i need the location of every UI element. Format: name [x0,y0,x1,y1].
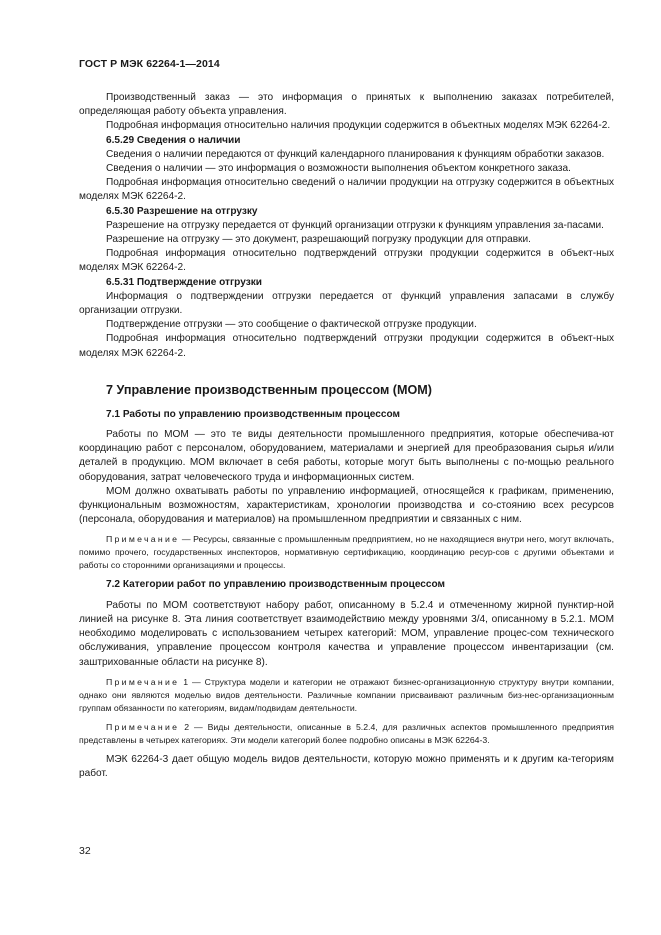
note-label: Примечание [106,534,180,545]
paragraph: Информация о подтверждении отгрузки передается от функций управления запасами в службу организации отгрузки. [79,290,614,317]
note [79,676,614,715]
section-heading-6-5-30: 6.5.30 Разрешение на отгрузку [106,205,258,217]
paragraph: Производственный заказ — это информация о принятых к выполнению заказах потребителей, определяющая работу объекта управления. [79,92,614,118]
note-label: Примечание [106,721,180,732]
note [79,533,614,572]
paragraph: МЭК 62264-3 дает общую модель видов деятельности, которую можно применять и к другим ка-тегориям работ. [79,753,614,779]
paragraph: Подробная информация относительно наличия продукции содержится в объектных моделях МЭК 62264-2. [106,120,611,132]
paragraph: Работы по МОМ — это те виды деятельности промышленного предприятия, которые обеспечива-ют координацию работ с персоналом, оборудованием, материалами и энергией для преобразования сырья и/или деталей в продукцию. МОМ включает в себя работы, которые могут быть выполнены с по-мощью реального оборудования, затрат человеческого труда и информационных систем. [79,429,614,483]
paragraph: Работы по МОМ соответствуют набору работ, описанному в 5.2.4 и отмеченному жирной пунктир-ной линией на рисунке 8. Эта линия соответствует взаимодействию между уровнями 3/4, описанному в 5.2.1. МОМ необходимо моделировать с использованием четырех категорий: МОМ, управление процес-сом технического обслуживания, управление процессом контроля качества и управление процессом инвентаризации (см. заштрихованные области на рисунке 8). [79,599,614,668]
paragraph: Подробная информация относительно сведений о наличии продукции на отгрузку содержится в объектных моделях МЭК 62264-2. [79,177,614,203]
paragraph: Подтверждение отгрузки — это сообщение о фактической отгрузке продукции. [106,319,477,331]
note [79,721,614,747]
note-text: 2 — Виды деятельности, описанные в 5.2.4, для различных аспектов промышленного предприятия представлены в четырех категориях. Эти модели категорий более подробно описаны в МЭК 62264-3. [79,721,614,745]
paragraph: Сведения о наличии — это информация о возможности выполнения объектом конкретного заказа. [106,163,571,175]
paragraph: Разрешение на отгрузку — это документ, разрешающий погрузку продукции для отправки. [106,234,531,246]
note-text: 1 — Структура модели и категории не отражают бизнес-организационную структуру внутри компании, однако они являются моделью видов деятельности. Различные компании присваивают различным биз-нес-организационным группам обязанности по категориям, видам/подвидам деятельности. [79,676,614,713]
page-header-title: ГОСТ Р МЭК 62264-1—2014 [79,58,220,70]
section-heading-7-1: 7.1 Работы по управлению производственным процессом [106,408,401,420]
chapter-heading-7: 7 Управление производственным процессом (МОМ) [106,382,432,397]
paragraph: Разрешение на отгрузку передается от функций организации отгрузки к функциям управления за-пасами. [106,219,604,231]
paragraph: Подробная информация относительно подтверждений отгрузки продукции содержится в объект-ных моделях МЭК 62264-2. [79,248,614,274]
section-heading-7-2: 7.2 Категории работ по управлению производственным процессом [106,579,446,591]
page-number: 32 [79,845,91,857]
paragraph: МОМ должно охватывать работы по управлению информацией, относящейся к графикам, применению, функциональным возможностям, характеристикам, хронологии производства и со-стоянию всех ресурсов (персонала, оборудования и материалов) на промышленном предприятии и связанных с ним. [79,485,614,526]
section-heading-6-5-31: 6.5.31 Подтверждение отгрузки [106,276,262,288]
note-text: — Ресурсы, связанные с промышленным предприятием, но не находящиеся внутри него, могут включать, помимо прочего, государственных инспекторов, нормативную сертификацию, координацию ресур-сов с другими объектами и работы со сторонними организациями и процессы. [79,534,614,571]
paragraph: Сведения о наличии передаются от функций календарного планирования к функциям обработки заказов. [106,148,605,160]
note-label: Примечание [106,676,180,687]
document-body [79,91,614,781]
section-heading-6-5-29: 6.5.29 Сведения о наличии [106,134,241,146]
paragraph: Подробная информация относительно подтверждений отгрузки продукции содержится в объект-ных моделях МЭК 62264-2. [79,333,614,359]
